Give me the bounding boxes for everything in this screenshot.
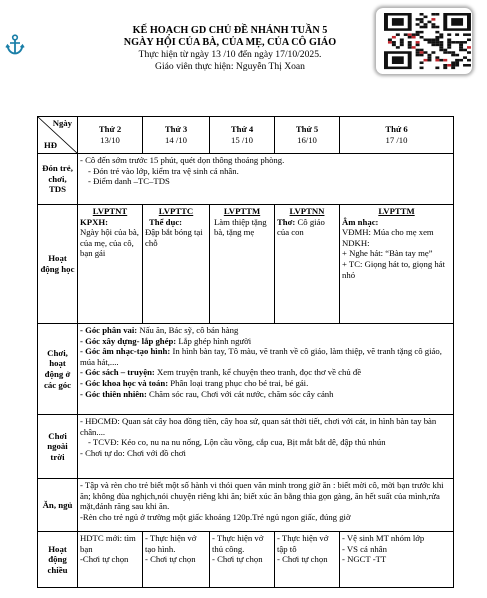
corner-top-label: Ngày (52, 118, 72, 128)
corner-activity-text: Lắp ghép hình người (176, 335, 252, 346)
day-header: Thứ 5 16/10 (275, 117, 340, 154)
lesson-cell: LVPTTM Âm nhạc: VĐMH: Múa cho mẹ xem NDKH: + Nghe hát: “Bàn tay mẹ” + TC: Giọng hát to, giọng hát nhỏ (340, 205, 454, 324)
anchor-icon (5, 34, 25, 56)
day-header-row (38, 117, 454, 154)
date-range: Thực hiện từ ngày 13 /10 đến ngày 17/10/2025. (138, 49, 322, 60)
day-header: Thứ 4 15 /10 (210, 117, 275, 154)
corner-activity-item (80, 346, 451, 367)
row-label-choi-ngoai-troi: Chơi ngoài trời (38, 415, 78, 479)
lesson-cell: LVPTTM Làm thiệp tặng bà, tặng mẹ (210, 205, 275, 324)
row-label-hoat-dong-hoc: Hoạt động học (38, 205, 78, 324)
row-hoat-dong-chieu (38, 532, 454, 588)
outdoor-content: - HĐCMĐ: Quan sát cây hoa đồng tiền, cây hoa sứ, quan sát thời tiết, chơi với cát, in hình bàn tay bàn chân.... - TCVĐ: Kéo co, nu na nu nống, Lộn cầu vồng, cắp cua, Bịt mắt bắt dê, đập thủ nhún - Chơi tự do: Chơi với đồ chơi (78, 415, 454, 479)
corner-activity-text: Phân loại trang phục cho bé trai, bé gái. (168, 377, 309, 388)
corner-activity-name: - Góc xây dựng- lắp ghép: (80, 335, 177, 346)
row-don-tre (38, 154, 454, 205)
corner-activity-item (80, 336, 451, 347)
meal-sleep-content: - Tập và rèn cho trẻ biết một số hành vi thói quen văn minh trong giờ ăn : biết mời cô, mời bạn trước khi ăn; không đùa nghịch,nói chuyện riêng khi ăn; biết xúc ăn bằng thìa gọn gàng, ăn hết suất của mình,rửa mặt,đánh răng sau khi ăn. -Rèn cho trẻ ngủ ở trường một giấc khoảng 120p.Trẻ ngủ ngon giấc, đúng giờ (78, 479, 454, 532)
lesson-cell: LVPTNT KPXH: Ngày hội của bà, của mẹ, của cô, bạn gái (78, 205, 143, 324)
corner-activity-name: - Góc sách – truyện: (80, 367, 155, 378)
afternoon-cell: - Vệ sinh MT nhóm lớp - VS cá nhân - NGCT -TT (340, 532, 454, 588)
corner-activity-item (80, 378, 451, 389)
row-choi-ngoai-troi (38, 415, 454, 479)
corner-activity-text: Nấu ăn, Bác sỹ, cô bán hàng (137, 325, 239, 335)
title-line-2: NGÀY HỘI CỦA BÀ, CỦA MẸ, CỦA CÔ GIÁO (123, 37, 337, 48)
day-header: Thứ 6 17 /10 (340, 117, 454, 154)
row-label-choi-goc: Chơi, hoạt động ở các góc (38, 324, 78, 415)
row-choi-goc (38, 324, 454, 415)
title-line-1: KẾ HOẠCH GD CHỦ ĐỀ NHÁNH TUẦN 5 (132, 25, 328, 36)
document-header (60, 25, 400, 72)
corner-activities (78, 324, 454, 415)
afternoon-cell: HDTC mới: tìm bạn -Chơi tự chọn (78, 532, 143, 588)
corner-activity-name: - Góc âm nhạc-tạo hình: (80, 346, 171, 357)
don-tre-content: - Cô đến sớm trước 15 phút, quét dọn thông thoáng phòng. - Đón trẻ vào lớp, kiểm tra vệ sinh cá nhân. - Điểm danh –TC–TDS (78, 154, 454, 205)
corner-activity-name: - Góc phân vai: (80, 325, 138, 335)
corner-activity-text: In hình bàn tay, Tô màu, vẽ tranh về cô giáo, làm thiệp, vẽ tranh tặng cô giáo, múa hát,.... (80, 346, 442, 367)
afternoon-cell: - Thực hiện vở thủ công. - Chơi tự chọn (210, 532, 275, 588)
row-label-an-ngu: Ăn, ngủ (38, 479, 78, 532)
row-label-don-tre: Đón trẻ, chơi, TDS (38, 154, 78, 205)
row-an-ngu (38, 479, 454, 532)
corner-activity-text: Chăm sóc rau, Chơi với cát nước, chăm sóc cây cảnh (146, 388, 334, 399)
afternoon-cell: - Thực hiện vở tập tô - Chơi tự chọn (275, 532, 340, 588)
corner-activity-text: Xem truyện tranh, kể chuyện theo tranh, đọc thơ về chủ đề (154, 367, 362, 378)
corner-bottom-label: HĐ (44, 140, 58, 151)
day-header: Thứ 3 14 /10 (143, 117, 210, 154)
lesson-cell: LVPTNN Thơ: Cô giáo của con (275, 205, 340, 324)
corner-activity-name: - Góc thiên nhiên: (80, 388, 147, 399)
row-label-hoat-dong-chieu: Hoạt động chiều (38, 532, 78, 588)
teacher-line: Giáo viên thực hiện: Nguyễn Thị Xoan (155, 60, 305, 72)
corner-cell (38, 117, 78, 154)
corner-activity-item (80, 367, 451, 378)
day-header: Thứ 2 13/10 (78, 117, 143, 154)
corner-activity-name: - Góc khoa học và toán: (80, 377, 169, 388)
row-hoat-dong-hoc (38, 205, 454, 324)
corner-activity-item (80, 325, 451, 336)
plan-table (37, 116, 454, 588)
afternoon-cell: - Thực hiện vở tạo hình. - Chơi tự chọn (143, 532, 210, 588)
corner-activity-item (80, 389, 451, 400)
lesson-cell: LVPTTC Thể dục: Đập bắt bóng tại chỗ (143, 205, 210, 324)
